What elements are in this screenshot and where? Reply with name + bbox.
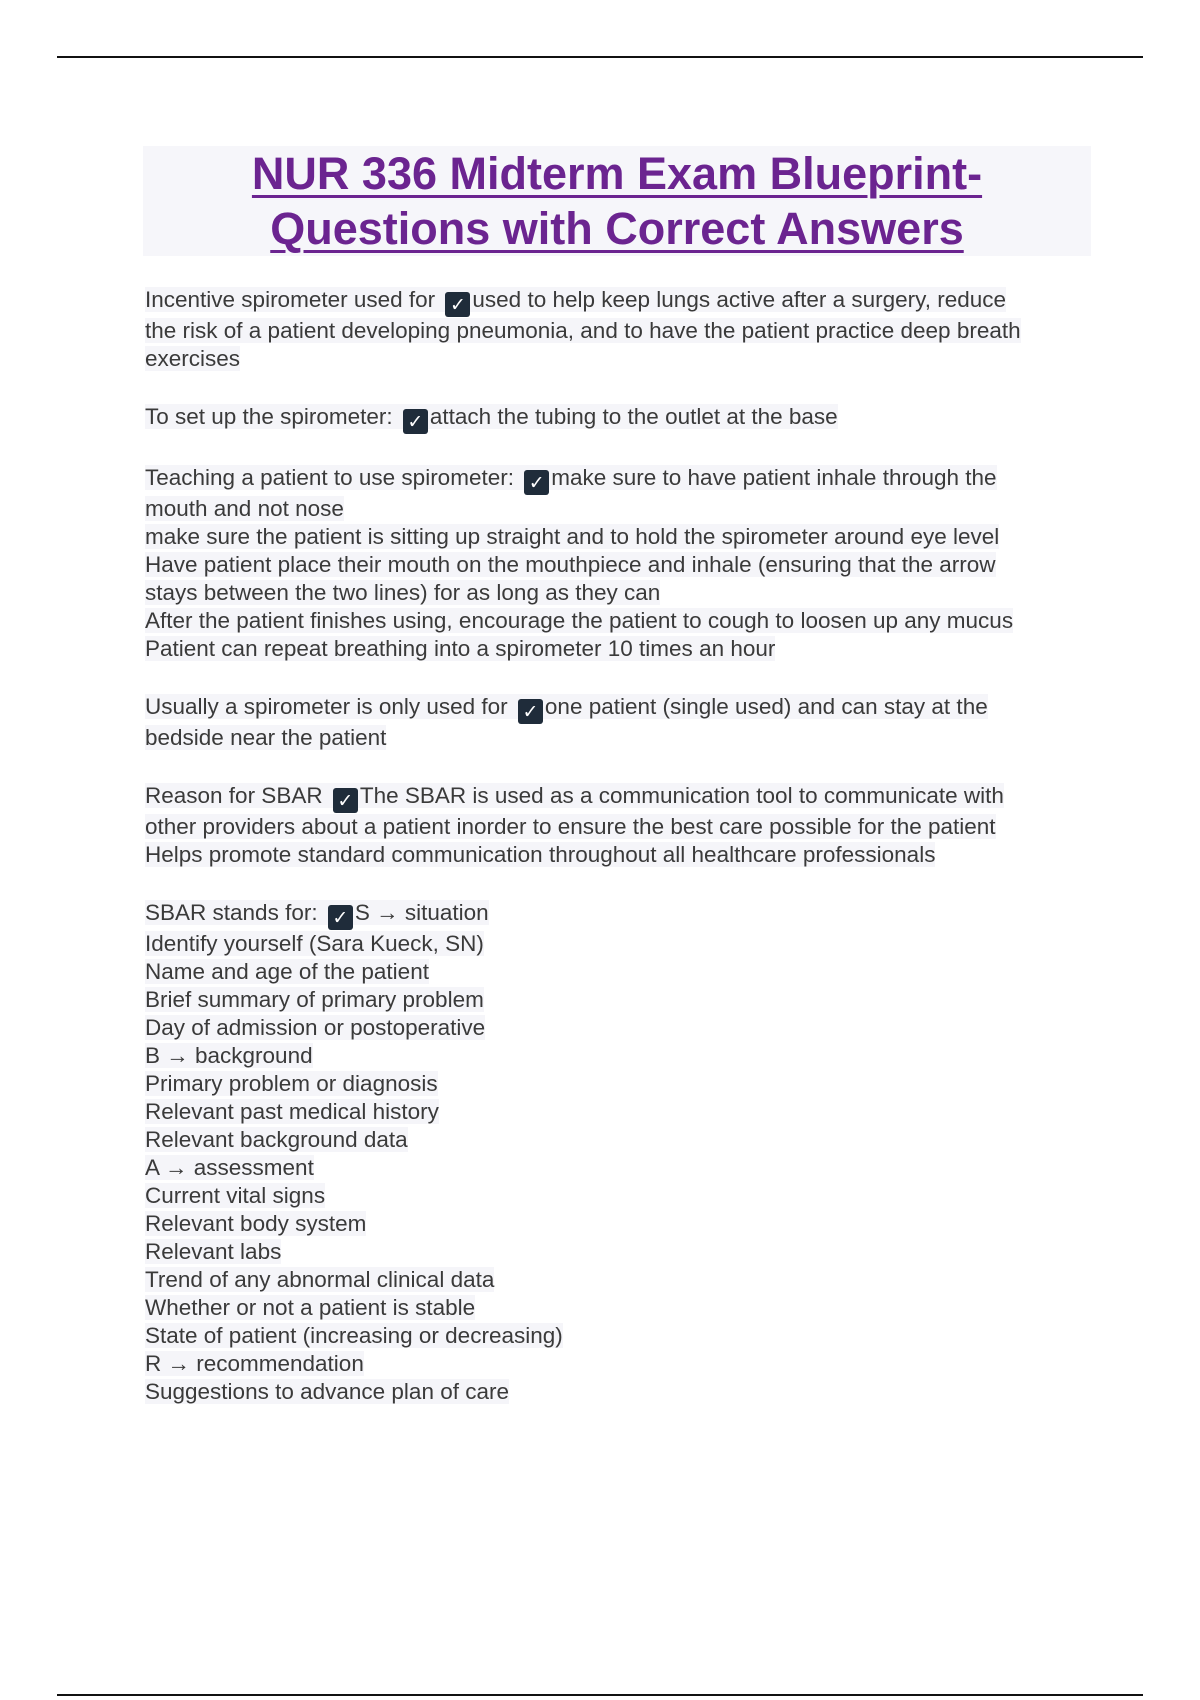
qa-list (145, 286, 1095, 1436)
document-title (143, 146, 1091, 256)
answer-line: B → background (145, 1043, 313, 1068)
checkmark-icon: ✓ (518, 699, 543, 724)
answer-line: Name and age of the patient (145, 959, 429, 984)
answer-line: Whether or not a patient is stable (145, 1295, 476, 1320)
answer-line: make sure the patient is sitting up straight and to hold the spirometer around eye level (145, 524, 1000, 549)
answer-line: Identify yourself (Sara Kueck, SN) (145, 931, 484, 956)
bottom-rule (57, 1694, 1143, 1696)
answer-text: S → situation (354, 900, 489, 925)
answer-line: State of patient (increasing or decreasing) (145, 1323, 563, 1348)
top-rule (57, 56, 1143, 58)
checkmark-icon: ✓ (445, 292, 470, 317)
qa-item (145, 403, 1095, 434)
answer-line: Suggestions to advance plan of care (145, 1379, 509, 1404)
answer-line: Relevant labs (145, 1239, 282, 1264)
question-text: Incentive spirometer used for (145, 287, 436, 312)
question-text: SBAR stands for: (145, 900, 318, 925)
answer-line: Current vital signs (145, 1183, 326, 1208)
answer-line: Helps promote standard communication throughout all healthcare professionals (145, 842, 936, 867)
qa-item (145, 899, 1095, 1406)
answer-line: A → assessment (145, 1155, 314, 1180)
answer-text: The SBAR is used as a communication tool to communicate with (359, 783, 1004, 808)
answer-line: stays between the two lines) for as long as they can (145, 580, 661, 605)
title-line-2: Questions with Correct Answers (270, 203, 964, 254)
qa-item (145, 782, 1095, 869)
answer-text: make sure to have patient inhale through the (551, 465, 997, 490)
answer-line: bedside near the patient (145, 725, 387, 750)
answer-line: Day of admission or postoperative (145, 1015, 486, 1040)
answer-line: Trend of any abnormal clinical data (145, 1267, 495, 1292)
question-text: Teaching a patient to use spirometer: (145, 465, 514, 490)
checkmark-icon: ✓ (524, 470, 549, 495)
qa-item (145, 286, 1095, 373)
question-text: Reason for SBAR (145, 783, 323, 808)
answer-line: exercises (145, 346, 241, 371)
answer-line: Patient can repeat breathing into a spirometer 10 times an hour (145, 636, 776, 661)
answer-text: used to help keep lungs active after a surgery, reduce (472, 287, 1007, 312)
answer-line: Primary problem or diagnosis (145, 1071, 438, 1096)
checkmark-icon: ✓ (403, 409, 428, 434)
answer-line: Relevant past medical history (145, 1099, 439, 1124)
answer-line: Relevant background data (145, 1127, 408, 1152)
answer-line: Have patient place their mouth on the mouthpiece and inhale (ensuring that the arrow (145, 552, 996, 577)
checkmark-icon: ✓ (333, 788, 358, 813)
answer-line: Relevant body system (145, 1211, 367, 1236)
qa-item (145, 693, 1095, 752)
question-text: To set up the spirometer: (145, 404, 393, 429)
answer-line: mouth and not nose (145, 496, 344, 521)
answer-line: Brief summary of primary problem (145, 987, 484, 1012)
answer-line: other providers about a patient inorder to ensure the best care possible for the patient (145, 814, 996, 839)
answer-line: After the patient finishes using, encourage the patient to cough to loosen up any mucus (145, 608, 1014, 633)
answer-line: R → recommendation (145, 1351, 364, 1376)
checkmark-icon: ✓ (328, 905, 353, 930)
question-text: Usually a spirometer is only used for (145, 694, 508, 719)
qa-item (145, 464, 1095, 663)
answer-line: the risk of a patient developing pneumonia, and to have the patient practice deep breath (145, 318, 1021, 343)
title-line-1: NUR 336 Midterm Exam Blueprint- (251, 148, 983, 199)
answer-text: attach the tubing to the outlet at the base (429, 404, 838, 429)
answer-text: one patient (single used) and can stay at the (544, 694, 988, 719)
